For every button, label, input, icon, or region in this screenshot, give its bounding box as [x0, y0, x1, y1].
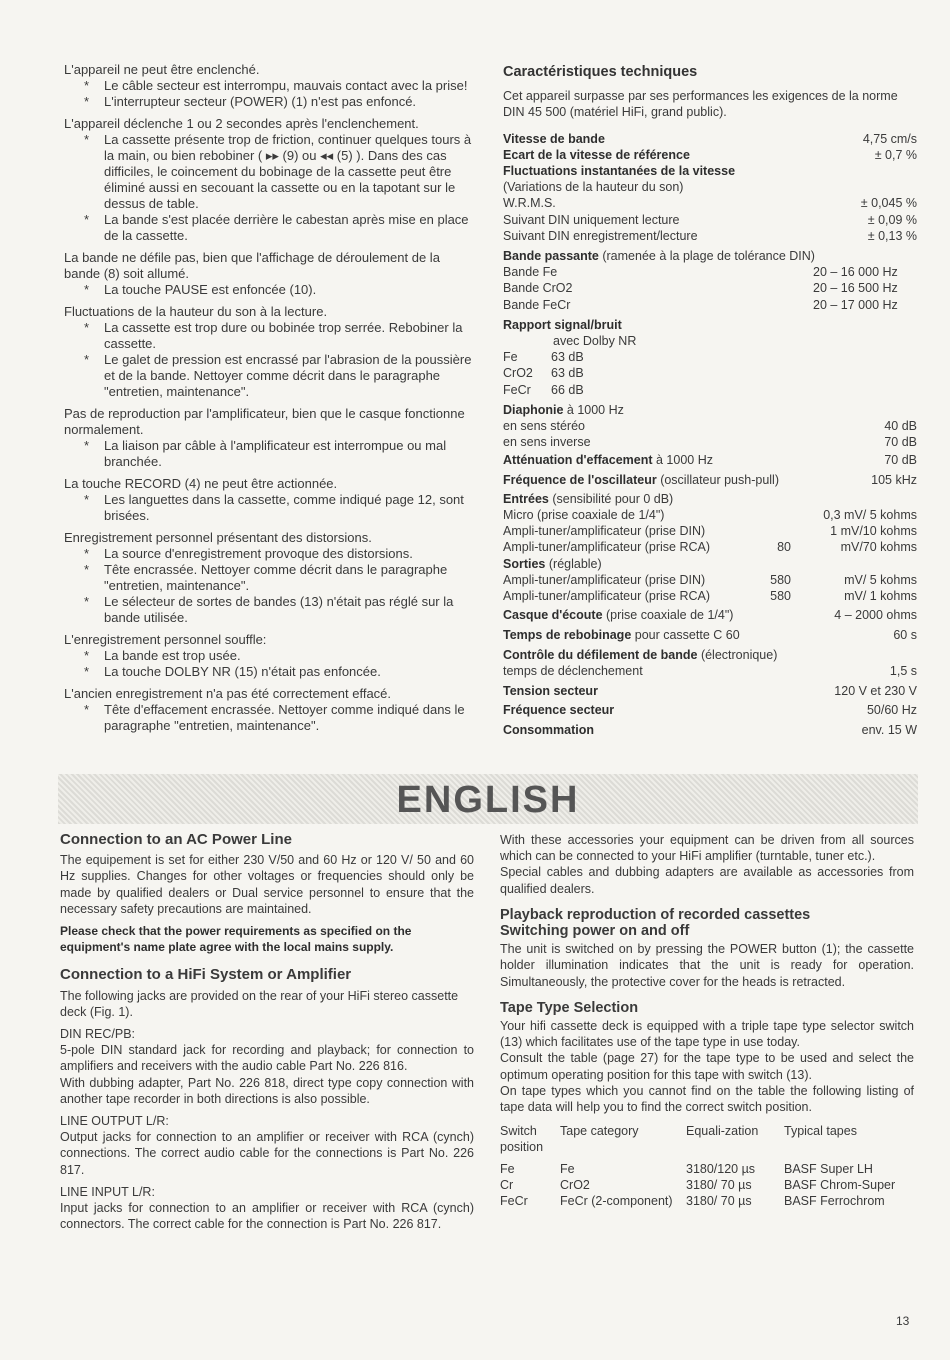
paragraph: The equipement is set for either 230 V/50 and 60 Hz or 120 V/ 50 and 60 Hz supplies. Changes for other voltages or frequencies should only be made by qualified dealers or Dual service personnel to ensure that the necessary safety precautions are maintained. [60, 853, 474, 916]
spec-row: Fréquence de l'oscillateur (oscillateur push-pull) 105 kHz [503, 472, 917, 487]
fault-item: * La bande est trop usée. [84, 648, 241, 663]
paragraph: 5-pole DIN standard jack for recording and playback; for connection to amplifiers and receivers with the audio cable Part No. 226 816. [60, 1043, 474, 1074]
fault-title: Fluctuations de la hauteur du son à la lecture. [64, 304, 328, 319]
paragraph: On tape types which you cannot find on the table the following listing of tape data will help you to find the correct switch position. [500, 1083, 914, 1115]
paragraph: The unit is switched on by pressing the POWER button (1); the cassette holder illumination indicates that the unit is ready for operation. Simultaneously, the protective cover for the heads is retracted. [500, 942, 914, 989]
fault-title: Enregistrement personnel présentant des distorsions. [64, 530, 372, 545]
table-header: Equali-zation [686, 1124, 759, 1139]
warning-paragraph: Please check that the power requirements as specified on the equipment's name plate agree with the local mains supply. [60, 924, 412, 955]
banner-title: ENGLISH [396, 779, 580, 821]
jack-label: LINE OUTPUT L/R: [60, 1114, 169, 1129]
fault-item: * Le sélecteur de sortes de bandes (13) n'était pas réglé sur la bande utilisée. [84, 594, 454, 625]
fault-title: La bande ne défile pas, bien que l'affichage de déroulement de la bande (8) soit allumé. [64, 250, 440, 281]
spec-row: Bande FeCr 20 – 17 000 Hz [503, 297, 898, 312]
paragraph: With dubbing adapter, Part No. 226 818, direct type copy connection with another tape recorder in both directions is also possible. [60, 1075, 474, 1106]
spec-row: Suivant DIN enregistrement/lecture ± 0,13 % [503, 228, 917, 243]
spec-row: Vitesse de bande 4,75 cm/s [503, 131, 917, 146]
spec-row: Diaphonie à 1000 Hz [503, 402, 624, 417]
table-header-row [500, 1123, 914, 1155]
paragraph: Consult the table (page 27) for the tape type to be used and select the optimum operating position for this tape with switch (13). [500, 1051, 914, 1082]
fault-title: Pas de reproduction par l'amplificateur, bien que le casque fonctionne normalement. [64, 406, 465, 437]
spec-row: Entrées (sensibilité pour 0 dB) [503, 491, 674, 506]
fault-item: * La bande s'est placée derrière le cabestan après mise en place de la cassette. [84, 212, 469, 243]
spec-row: Suivant DIN uniquement lecture ± 0,09 % [503, 212, 917, 227]
tape-table [500, 1123, 914, 1209]
fault-item: * Le câble secteur est interrompu, mauvais contact avec la prise! [84, 78, 468, 93]
spec-row: Micro (prise coaxiale de 1/4") 0,3 mV/ 5 kohms [503, 508, 917, 523]
paragraph: Output jacks for connection to an amplifier or receiver with RCA (cynch) connections. The correct audio cable for the connections is Part No. 226 817. [60, 1130, 474, 1177]
section-subheading: Switching power on and off [500, 923, 690, 940]
section-heading: Tape Type Selection [500, 999, 639, 1016]
table-header: Switch position [500, 1124, 544, 1155]
spec-row: Tension secteur 120 V et 230 V [503, 684, 917, 699]
paragraph: Your hifi cassette deck is equipped with a triple tape type selector switch (13) which facilitates use of the tape type in use today. [500, 1019, 914, 1050]
fault-title: L'enregistrement personnel souffle: [64, 632, 267, 647]
english-right-column [500, 832, 914, 1209]
spec-row: Casque d'écoute (prise coaxiale de 1/4") 4 – 2000 ohms [503, 608, 917, 623]
spec-sub: avec Dolby NR [553, 334, 637, 349]
table-row: FeCr FeCr (2-component) 3180/ 70 µs BASF Ferrochrom [500, 1194, 885, 1209]
paragraph: The following jacks are provided on the rear of your HiFi stereo cassette deck (Fig. 1). [60, 988, 459, 1019]
spec-row: CrO2 63 dB [503, 366, 584, 381]
paragraph: Special cables and dubbing adapters are available as accessories from qualified dealers. [500, 865, 914, 896]
spec-row: Fréquence secteur 50/60 Hz [503, 703, 917, 718]
spec-row: en sens inverse 70 dB [503, 435, 917, 450]
fault-item: * Tête encrassée. Nettoyer comme décrit dans le paragraphe "entretien, maintenance". [84, 562, 448, 593]
fault-item: * La touche PAUSE est enfoncée (10). [84, 282, 317, 297]
spec-row: Consommation env. 15 W [503, 722, 917, 737]
fault-item: * La cassette est trop dure ou bobinée trop serrée. Rebobiner la cassette. [84, 320, 463, 351]
spec-row: en sens stéréo 40 dB [503, 419, 917, 434]
fault-item: * La source d'enregistrement provoque des distorsions. [84, 546, 413, 561]
table-header: Typical tapes [784, 1124, 857, 1139]
spec-sub: (Variations de la hauteur du son) [503, 180, 684, 195]
english-left-column [60, 832, 474, 1232]
spec-row: Bande Fe 20 – 16 000 Hz [503, 265, 898, 280]
spec-heading: Rapport signal/bruit [503, 317, 622, 332]
spec-row: Ampli-tuner/amplificateur (prise DIN) 580 mV/ 5 kohms [503, 572, 917, 587]
fault-title: L'appareil ne peut être enclenché. [64, 62, 260, 77]
section-heading: Playback reproduction of recorded cassettes [500, 906, 811, 923]
table-row: Fe Fe 3180/120 µs BASF Super LH [500, 1162, 873, 1177]
table-row: Cr CrO2 3180/ 70 µs BASF Chrom-Super [500, 1178, 896, 1193]
fault-title: La touche RECORD (4) ne peut être actionnée. [64, 476, 338, 491]
spec-row: Bande passante (ramenée à la plage de tolérance DIN) [503, 249, 815, 264]
paragraph: Input jacks for connection to an amplifier or receiver with RCA (cynch) connectors. The correct cable for the connection is Part No. 226 817. [60, 1201, 474, 1232]
language-banner [58, 774, 918, 824]
spec-row: Ampli-tuner/amplificateur (prise RCA) 580 mV/ 1 kohms [503, 589, 917, 604]
spec-row: W.R.M.S. ± 0,045 % [503, 196, 917, 211]
jack-label: DIN REC/PB: [60, 1027, 136, 1042]
spec-row: Fe 63 dB [503, 350, 584, 365]
spec-row: Contrôle du défilement de bande (électronique) [503, 647, 778, 662]
spec-row: Ampli-tuner/amplificateur (prise RCA) 80 mV/70 kohms [503, 540, 917, 555]
spec-row: Fluctuations instantanées de la vitesse [503, 164, 736, 179]
section-heading: Connection to an AC Power Line [60, 831, 292, 848]
fault-title: L'ancien enregistrement n'a pas été correctement effacé. [64, 686, 392, 701]
specs-title: Caractéristiques techniques [503, 64, 698, 80]
troubleshooting-column [64, 62, 478, 734]
spec-row: Bande CrO2 20 – 16 500 Hz [503, 281, 898, 296]
specs-intro: Cet appareil surpasse par ses performances les exigences de la norme DIN 45 500 (matériel HiFi, grand public). [503, 89, 898, 120]
spec-row: Ecart de la vitesse de référence ± 0,7 % [503, 147, 917, 162]
page-number: 13 [896, 1314, 910, 1328]
fault-item: * La cassette présente trop de friction, continuer quelques tours à la main, ou bien rebobiner ( ▸▸ (9) ou ◂◂ (5) ). Dans des cas difficiles, le coincement du bobinage de la cassette peut être éliminé aussi en secouant la cassette ou en la tapotant sur le dessus de table. [84, 132, 472, 211]
spec-row: FeCr 66 dB [503, 382, 584, 397]
spec-row: Temps de rebobinage pour cassette C 60 60 s [503, 627, 917, 642]
fault-item: * La liaison par câble à l'amplificateur est interrompue ou mal branchée. [84, 438, 447, 469]
table-header: Tape category [560, 1124, 639, 1139]
paragraph: With these accessories your equipment can be driven from all sources which can be connected to your HiFi amplifier (turntable, tuner etc.). [500, 833, 914, 864]
fault-item: * Les languettes dans la cassette, comme indiqué page 12, sont brisées. [84, 492, 464, 523]
fault-item: * Le galet de pression est encrassé par l'abrasion de la poussière et de la bande. Nettoyer comme décrit dans le paragraphe "entretien, maintenance". [84, 352, 472, 399]
spec-row: Atténuation d'effacement à 1000 Hz 70 dB [503, 453, 917, 468]
fault-item: * L'interrupteur secteur (POWER) (1) n'est pas enfoncé. [84, 94, 417, 109]
specs-column [503, 64, 917, 738]
spec-row: temps de déclenchement 1,5 s [503, 663, 917, 678]
jack-label: LINE INPUT L/R: [60, 1184, 155, 1199]
fault-title: L'appareil déclenche 1 ou 2 secondes après l'enclenchement. [64, 116, 419, 131]
spec-row: Ampli-tuner/amplificateur (prise DIN) 1 mV/10 kohms [503, 524, 917, 539]
fault-item: * La touche DOLBY NR (15) n'était pas enfoncée. [84, 664, 381, 679]
fault-item: * Tête d'effacement encrassée. Nettoyer comme indiqué dans le paragraphe "entretien, maintenance". [84, 702, 465, 733]
spec-row: Sorties (réglable) [503, 556, 602, 571]
section-heading: Connection to a HiFi System or Amplifier [60, 966, 352, 984]
